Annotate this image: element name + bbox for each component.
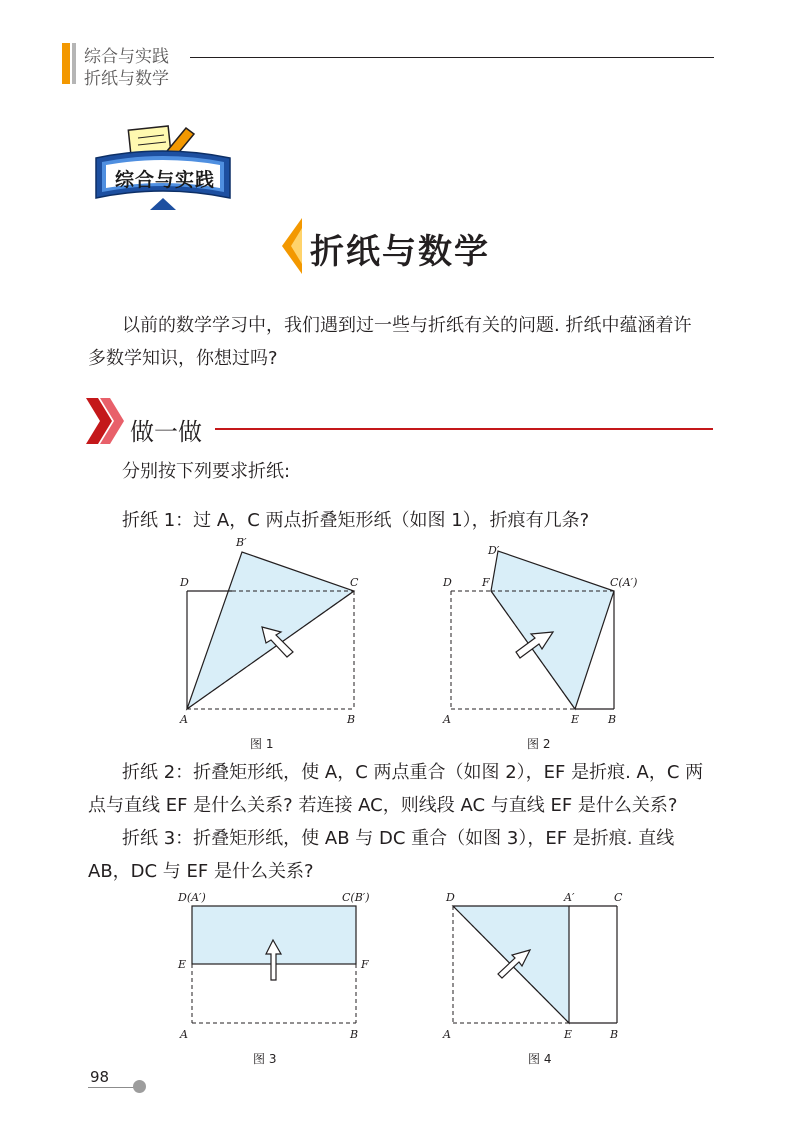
fig3-label-a: A — [180, 1028, 188, 1041]
header-grey-bar — [72, 43, 76, 84]
fig4-label-d: D — [446, 891, 455, 904]
fig1-label-b-prime: B′ — [236, 536, 247, 549]
fig4-label-c: C — [614, 891, 623, 904]
fig1-label-c: C — [350, 576, 359, 589]
intro-line-1: 以前的数学学习中，我们遇到过一些与折纸有关的问题. 折纸中蕴涵着许 — [122, 315, 692, 336]
header-unit-label: 综合与实践 — [84, 47, 169, 67]
fig2-label-a: A — [443, 713, 451, 726]
header-rule — [190, 57, 714, 58]
figure-4-caption: 图 4 — [528, 1052, 552, 1066]
fig3-label-f: F — [361, 958, 369, 971]
figure-1 — [170, 532, 370, 732]
fig2-label-b: B — [608, 713, 617, 726]
figure-3-caption: 图 3 — [253, 1052, 277, 1066]
header-topic-label: 折纸与数学 — [84, 69, 169, 89]
page-number-rule — [88, 1087, 138, 1088]
header-accent-bar — [62, 43, 70, 84]
figure-3 — [172, 888, 387, 1048]
figure-4 — [438, 888, 643, 1048]
fig2-label-d: D — [443, 576, 452, 589]
fig1-label-b: B — [347, 713, 356, 726]
fold3-line-2: AB，DC 与 EF 是什么关系? — [88, 861, 314, 882]
fig4-label-e: E — [564, 1028, 573, 1041]
fig2-label-c: C(A′) — [610, 576, 638, 589]
fig3-label-e: E — [178, 958, 187, 971]
page-number: 98 — [90, 1068, 110, 1086]
fig4-label-b: B — [610, 1028, 619, 1041]
figure-2 — [438, 538, 658, 733]
fig2-label-e: E — [571, 713, 580, 726]
figure-1-caption: 图 1 — [250, 737, 274, 751]
fig4-label-a-prime: A′ — [564, 891, 575, 904]
badge-label: 综合与实践 — [114, 169, 215, 191]
fold2-line-2: 点与直线 EF 是什么关系? 若连接 AC，则线段 AC 与直线 EF 是什么关系? — [88, 795, 678, 816]
section-rule — [215, 428, 713, 430]
figure-2-caption: 图 2 — [527, 737, 551, 751]
fig3-label-d: D(A′) — [178, 891, 206, 904]
fig3-label-b: B — [350, 1028, 359, 1041]
page-title: 折纸与数学 — [310, 232, 490, 272]
fold1-text: 折纸 1：过 A，C 两点折叠矩形纸（如图 1），折痕有几条? — [122, 510, 590, 531]
fig3-label-c: C(B′) — [342, 891, 370, 904]
title-marker-icon — [282, 218, 302, 274]
fig2-label-f: F — [482, 576, 490, 589]
fig2-label-d-prime: D′ — [488, 544, 500, 557]
page-dot-icon — [133, 1080, 146, 1093]
section-title: 做一做 — [130, 418, 202, 446]
book-pencil-icon — [88, 118, 238, 210]
instruction-text: 分别按下列要求折纸: — [122, 461, 291, 482]
fold2-line-1: 折纸 2：折叠矩形纸，使 A，C 两点重合（如图 2），EF 是折痕. A，C 两 — [122, 762, 704, 783]
fold3-line-1: 折纸 3：折叠矩形纸，使 AB 与 DC 重合（如图 3），EF 是折痕. 直线 — [122, 828, 675, 849]
section-chevron-icon — [86, 398, 128, 444]
fig4-label-a: A — [443, 1028, 451, 1041]
fig1-label-a: A — [180, 713, 188, 726]
fig1-label-d: D — [180, 576, 189, 589]
intro-line-2: 多数学知识，你想过吗? — [88, 348, 278, 369]
